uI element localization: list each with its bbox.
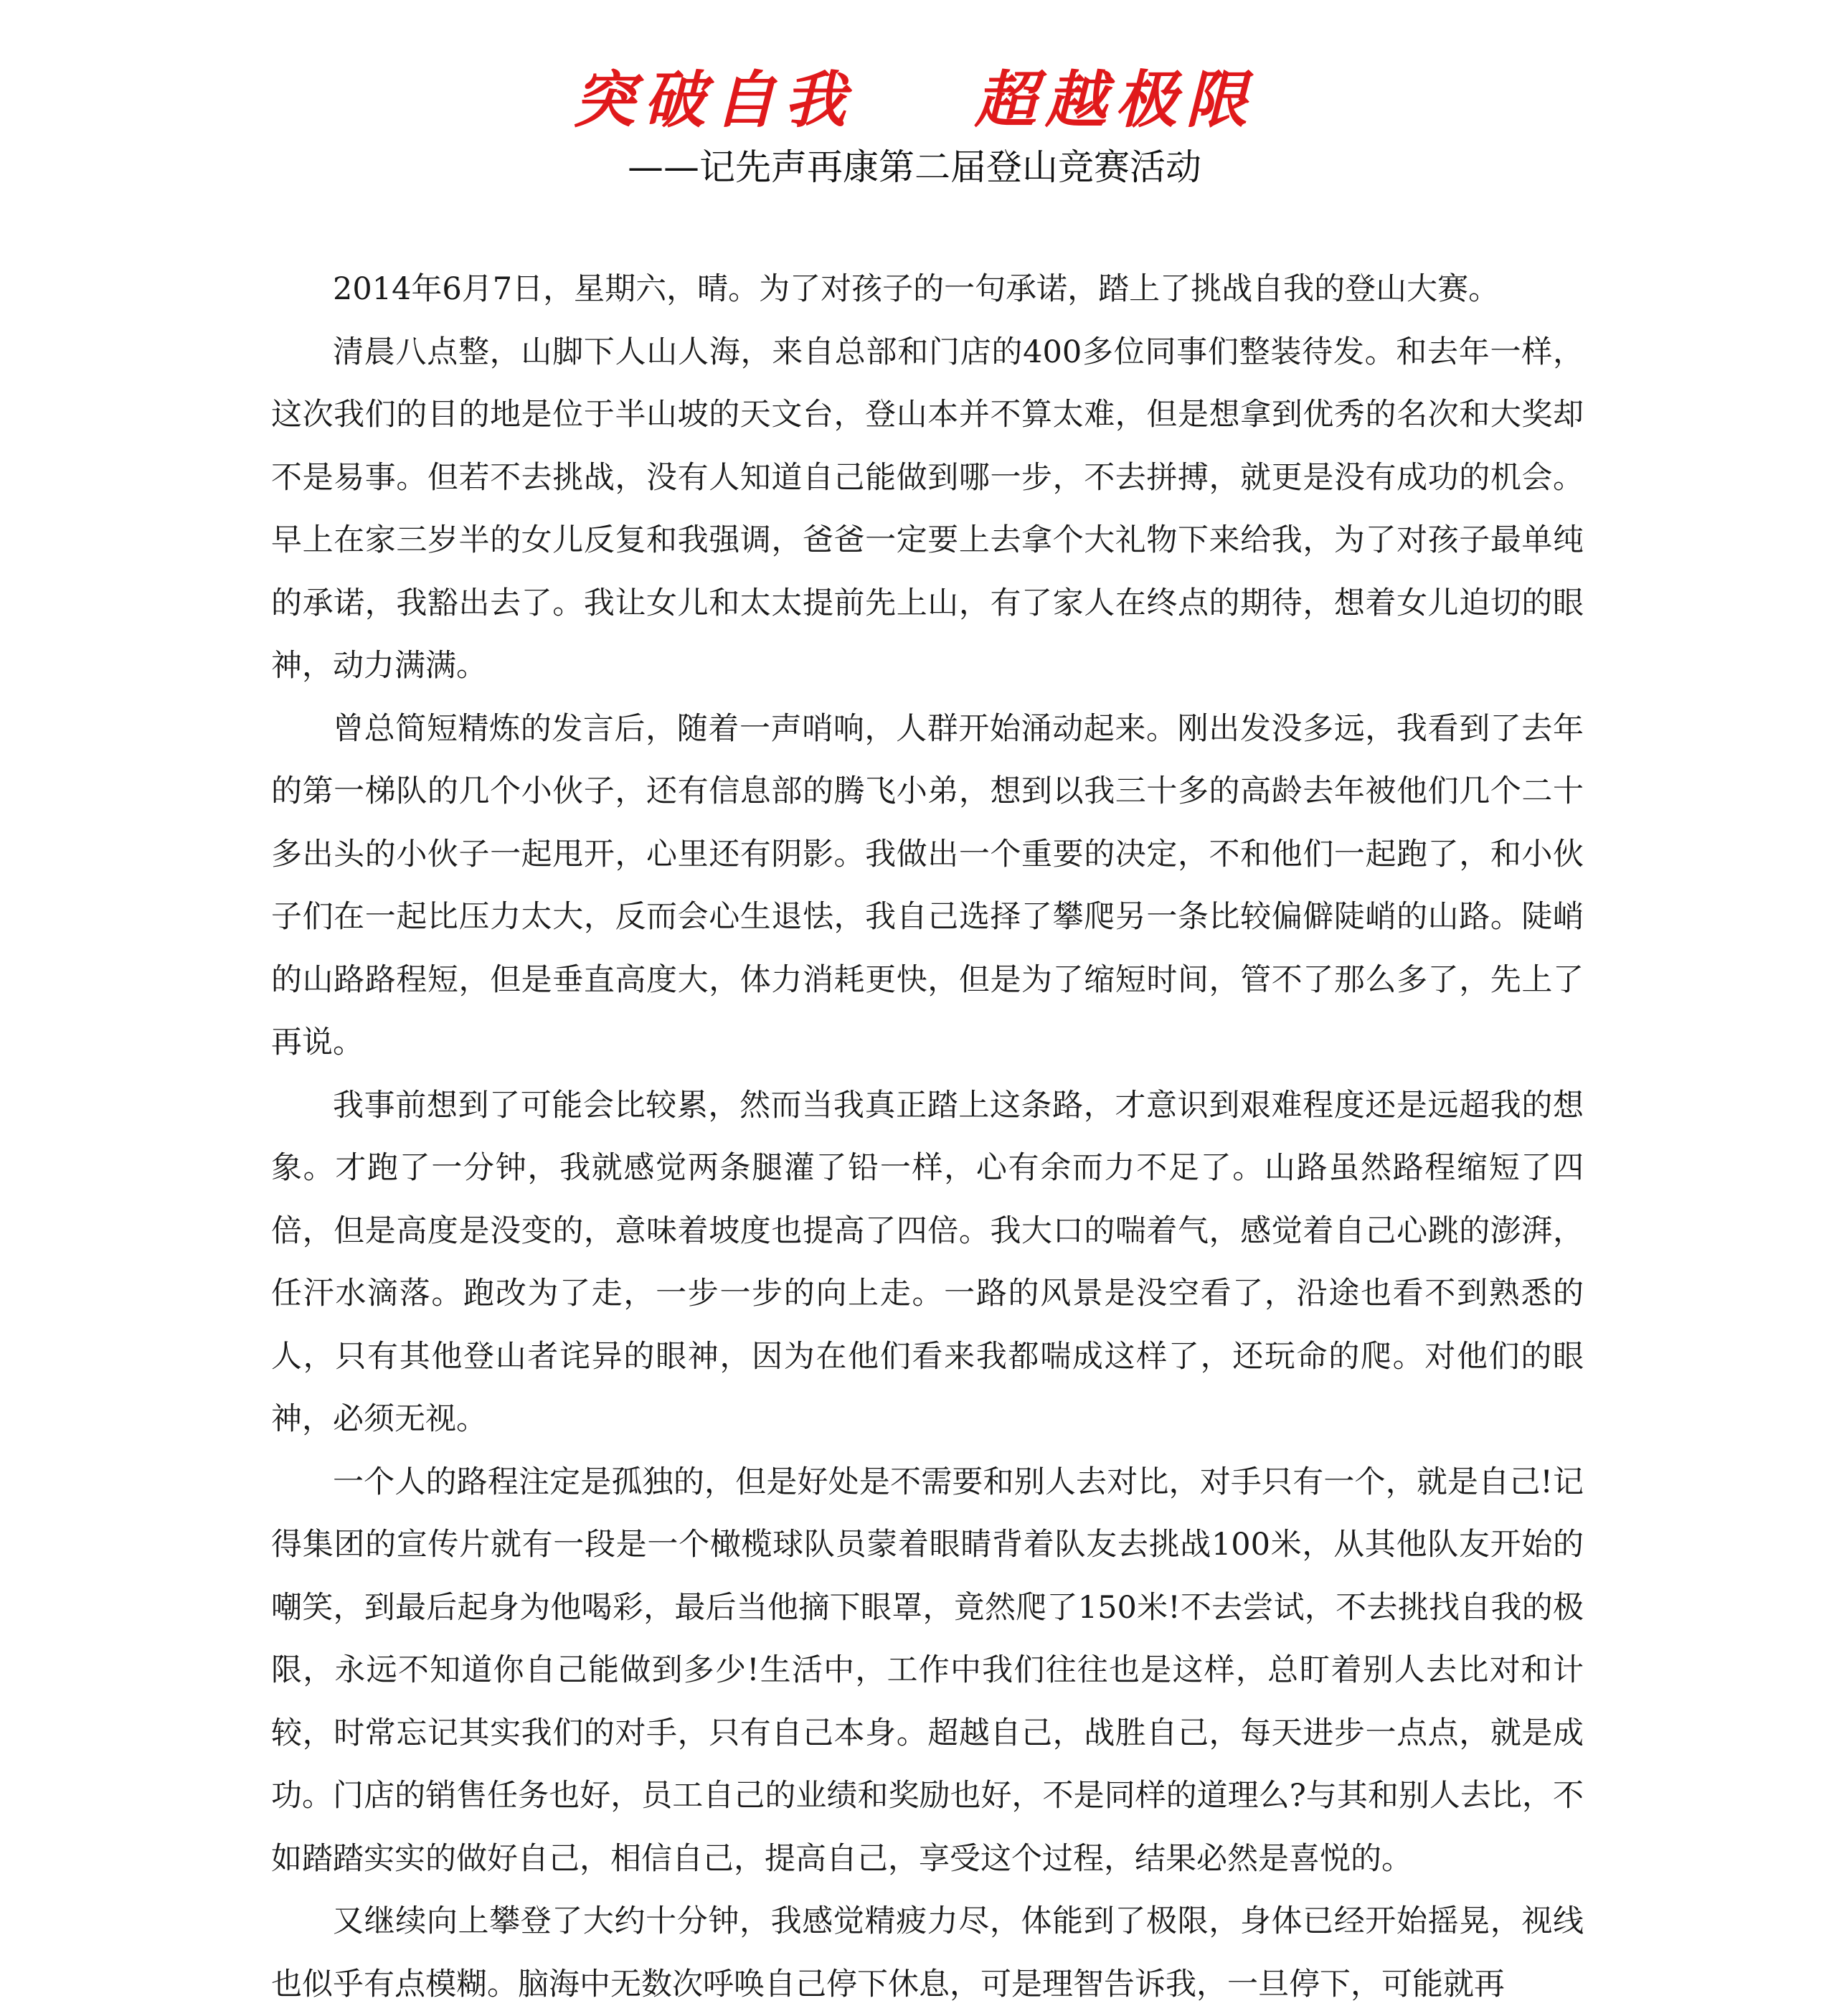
paragraph: 我事前想到了可能会比较累，然而当我真正踏上这条路，才意识到艰难程度还是远超我的想象。才跑了一分钟，我就感觉两条腿灌了铅一样，心有余而力不足了。山路虽然路程缩短了四倍，但是高度是没变的，意味着坡度也提高了四倍。我大口的喘着气，感觉着自己心跳的澎湃，任汗水滴落。跑改为了走，一步一步的向上走。一路的风景是没空看了，沿途也看不到熟悉的人，只有其他登山者诧异的眼神，因为在他们看来我都喘成这样了，还玩命的爬。对他们的眼神，必须无视。 xyxy=(271,1087,1584,1437)
paragraph: 2014年6月7日，星期六，晴。为了对孩子的一句承诺，踏上了挑战自我的登山大赛。 xyxy=(333,271,1500,307)
document-body xyxy=(271,258,1584,2016)
document-subtitle: ——记先声再康第二届登山竞赛活动 xyxy=(628,146,1201,188)
paragraph: 又继续向上攀登了大约十分钟，我感觉精疲力尽，体能到了极限，身体已经开始摇晃，视线也似乎有点模糊。脑海中无数次呼唤自己停下休息，可是理智告诉我，一旦停下，可能就再 xyxy=(271,1903,1584,2002)
paragraph: 曾总简短精炼的发言后，随着一声哨响，人群开始涌动起来。刚出发没多远，我看到了去年的第一梯队的几个小伙子，还有信息部的腾飞小弟，想到以我三十多的高龄去年被他们几个二十多出头的小伙子一起甩开，心里还有阴影。我做出一个重要的决定，不和他们一起跑了，和小伙子们在一起比压力太大，反而会心生退怯，我自己选择了攀爬另一条比较偏僻陡峭的山路。陡峭的山路路程短，但是垂直高度大，体力消耗更快，但是为了缩短时间，管不了那么多了，先上了再说。 xyxy=(271,710,1584,1060)
paragraph: 一个人的路程注定是孤独的，但是好处是不需要和别人去对比，对手只有一个，就是自己!记得集团的宣传片就有一段是一个橄榄球队员蒙着眼睛背着队友去挑战100米，从其他队友开始的嘲笑，到最后起身为他喝彩，最后当他摘下眼罩，竟然爬了150米!不去尝试，不去挑找自我的极限，永远不知道你自己能做到多少!生活中，工作中我们往往也是这样，总盯着别人去比对和计较，时常忘记其实我们的对手，只有自己本身。超越自己，战胜自己，每天进步一点点，就是成功。门店的销售任务也好，员工自己的业绩和奖励也好，不是同样的道理么?与其和别人去比，不如踏踏实实的做好自己，相信自己，提高自己，享受这个过程，结果必然是喜悦的。 xyxy=(271,1464,1584,1877)
document-title: 突破自我 超越极限 xyxy=(573,64,1256,136)
paragraph: 清晨八点整，山脚下人山人海，来自总部和门店的400多位同事们整装待发。和去年一样，这次我们的目的地是位于半山坡的天文台，登山本并不算太难，但是想拿到优秀的名次和大奖却不是易事。但若不去挑战，没有人知道自己能做到哪一步，不去拼搏，就更是没有成功的机会。早上在家三岁半的女儿反复和我强调，爸爸一定要上去拿个大礼物下来给我，为了对孩子最单纯的承诺，我豁出去了。我让女儿和太太提前先上山，有了家人在终点的期待，想着女儿迫切的眼神，动力满满。 xyxy=(271,334,1584,684)
